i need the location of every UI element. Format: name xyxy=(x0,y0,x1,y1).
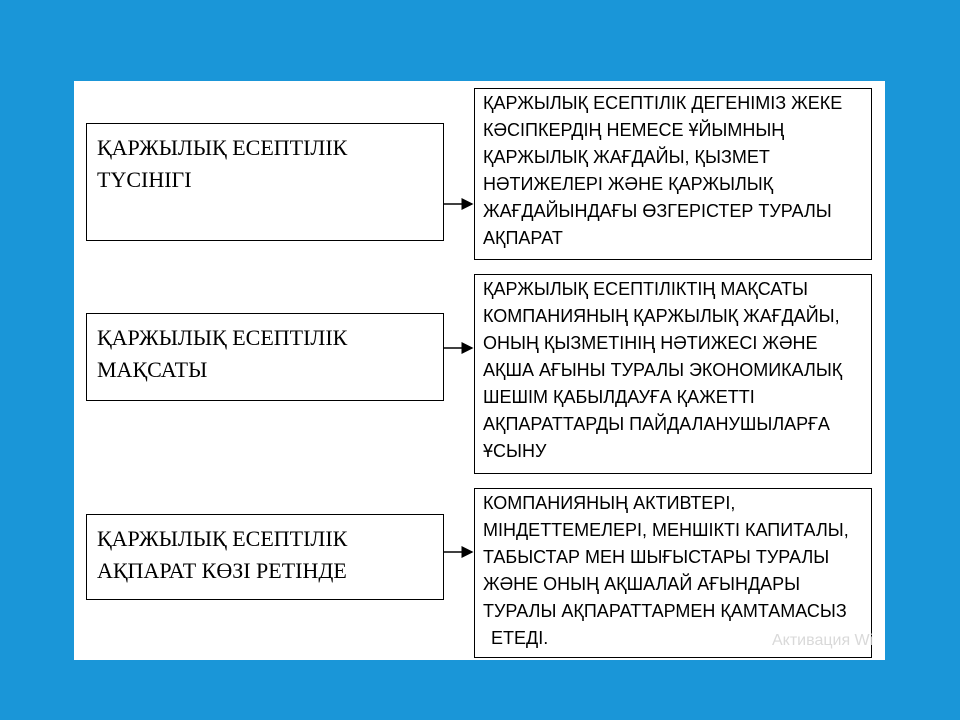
box-text-line: ШЕШІМ ҚАБЫЛДАУҒА ҚАЖЕТТІ xyxy=(483,387,755,407)
box-text-line: ОНЫҢ ҚЫЗМЕТІНІҢ НӘТИЖЕСІ ЖӘНЕ xyxy=(483,333,818,353)
box-text-line: АҚША АҒЫНЫ ТУРАЛЫ ЭКОНОМИКАЛЫҚ xyxy=(483,360,843,380)
right-box-purpose-detail xyxy=(474,274,872,474)
box-text-line: ТАБЫСТАР МЕН ШЫҒЫСТАРЫ ТУРАЛЫ xyxy=(483,547,830,567)
box-text-line: НӘТИЖЕЛЕРІ ЖӘНЕ ҚАРЖЫЛЫҚ xyxy=(483,174,774,194)
box-text-line: ҚАРЖЫЛЫҚ ЕСЕПТІЛІК ДЕГЕНІМІЗ ЖЕКЕ xyxy=(483,93,843,113)
left-box-concept xyxy=(86,123,444,241)
box-text-line: КОМПАНИЯНЫҢ ҚАРЖЫЛЫҚ ЖАҒДАЙЫ, xyxy=(483,306,840,326)
box-text-line: ҚАРЖЫЛЫҚ ЕСЕПТІЛІК xyxy=(97,135,348,160)
right-box-definition xyxy=(474,88,872,260)
box-text-line: АҚПАРАТТАРДЫ ПАЙДАЛАНУШЫЛАРҒА xyxy=(483,414,830,434)
box-text-line: ҚАРЖЫЛЫҚ ЕСЕПТІЛІК xyxy=(97,526,348,551)
box-text-line: ЖАҒДАЙЫНДАҒЫ ӨЗГЕРІСТЕР ТУРАЛЫ xyxy=(483,201,832,221)
box-text-line: ҚАРЖЫЛЫҚ ЕСЕПТІЛІК xyxy=(97,325,348,350)
box-text-line: ЕТЕДІ. xyxy=(491,628,549,648)
box-text-line: КОМПАНИЯНЫҢ АКТИВТЕРІ, xyxy=(483,493,736,513)
box-text-line: ҚАРЖЫЛЫҚ ЕСЕПТІЛІКТІҢ МАҚСАТЫ xyxy=(483,279,808,299)
box-text-line: АҚПАРАТ xyxy=(483,228,563,248)
box-text-line: ТУРАЛЫ АҚПАРАТТАРМЕН ҚАМТАМАСЫЗ xyxy=(483,601,847,621)
box-text-line: МАҚСАТЫ xyxy=(97,357,208,382)
box-text-line: КӘСІПКЕРДІҢ НЕМЕСЕ ҰЙЫМНЫҢ xyxy=(483,120,785,140)
box-text-line: ЖӘНЕ ОНЫҢ АҚШАЛАЙ АҒЫНДАРЫ xyxy=(483,574,801,594)
left-box-purpose xyxy=(86,313,444,401)
box-text-line: ҚАРЖЫЛЫҚ ЖАҒДАЙЫ, ҚЫЗМЕТ xyxy=(483,147,770,167)
box-text-line: ТҮСІНІГІ xyxy=(97,167,192,192)
box-text-line: МІНДЕТТЕМЕЛЕРІ, МЕНШІКТІ КАПИТАЛЫ, xyxy=(483,520,849,540)
activation-watermark: Активация Wi xyxy=(772,632,874,649)
box-text-line: ҰСЫНУ xyxy=(483,441,547,461)
box-text-line: АҚПАРАТ КӨЗІ РЕТІНДЕ xyxy=(97,558,347,583)
left-box-source xyxy=(86,514,444,600)
